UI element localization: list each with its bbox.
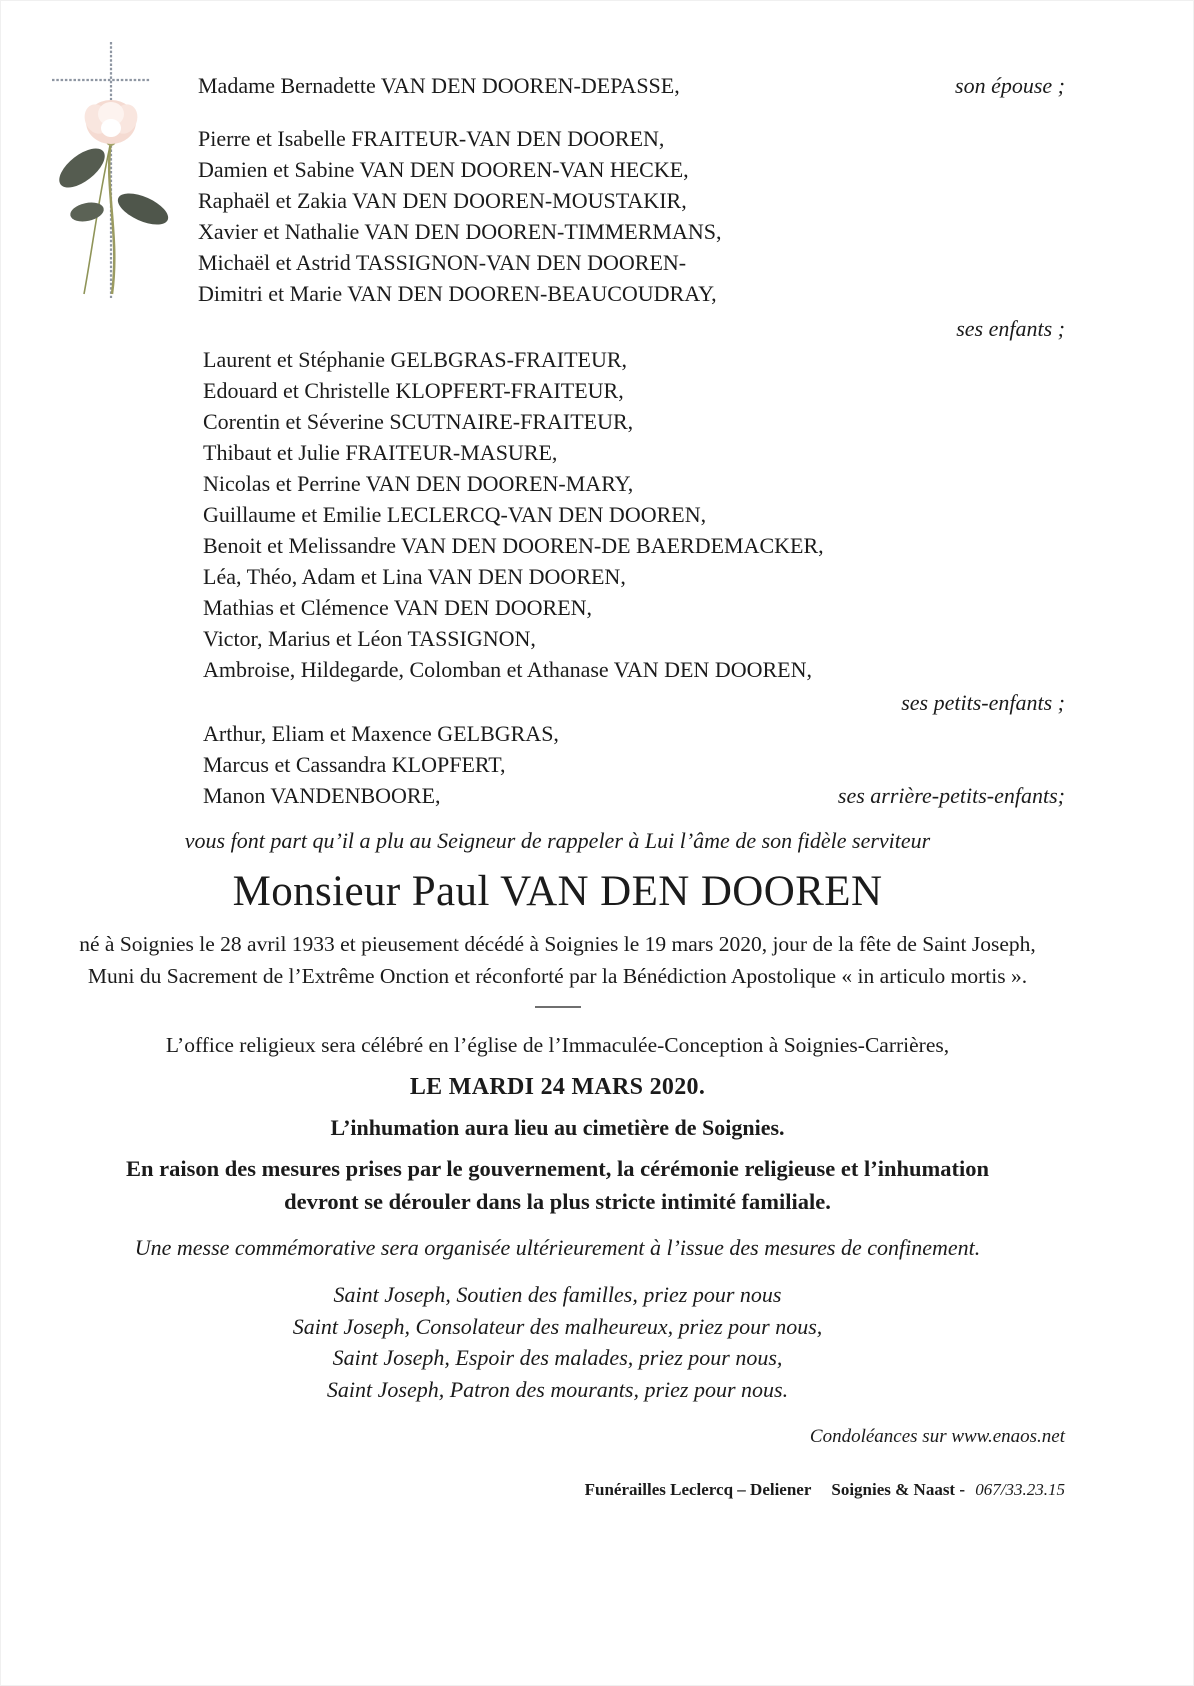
covid-restrictions-line: En raison des mesures prises par le gouvernement, la cérémonie religieuse et l’inhumation — [125, 1156, 990, 1181]
great-grandchild-line: Marcus et Cassandra KLOPFERT, — [203, 752, 506, 777]
life-dates-line: Muni du Sacrement de l’Extrême Onction et réconforté par la Bénédiction Apostolique « in articulo mortis ». — [87, 964, 1028, 988]
grandchildren-relation-label: ses petits-enfants ; — [901, 690, 1065, 715]
child-line: Damien et Sabine VAN DEN DOOREN-VAN HECKE, — [198, 157, 689, 182]
great-grandchildren-list — [203, 718, 1065, 780]
covid-restrictions-line: devront se dérouler dans la plus stricte intimité familiale. — [284, 1189, 831, 1214]
grandchild-line: Guillaume et Emilie LECLERCQ-VAN DEN DOOREN, — [203, 502, 707, 527]
life-dates-line: né à Soignies le 28 avril 1933 et pieusement décédé à Soignies le 19 mars 2020, jour de la fête de Saint Joseph, — [79, 932, 1036, 956]
grandchild-line: Benoit et Melissandre VAN DEN DOOREN-DE BAERDEMACKER, — [203, 533, 824, 558]
grandchildren-list — [203, 344, 1065, 685]
great-grandchildren-relation-label: ses arrière-petits-enfants; — [837, 783, 1065, 808]
prayer-line: Saint Joseph, Soutien des familles, priez pour nous — [333, 1282, 782, 1307]
condolences-note: Condoléances sur www.enaos.net — [809, 1426, 1065, 1447]
grandchild-line: Thibaut et Julie FRAITEUR-MASURE, — [203, 440, 558, 465]
burial-line: L’inhumation aura lieu au cimetière de Soignies. — [330, 1115, 785, 1140]
document-body — [50, 0, 1065, 1505]
grandchild-line: Victor, Marius et Léon TASSIGNON, — [203, 626, 536, 651]
great-grandchild-line: Manon VANDENBOORE, — [203, 783, 441, 808]
prayers-block — [50, 1279, 1065, 1405]
grandchild-line: Corentin et Séverine SCUTNAIRE-FRAITEUR, — [203, 409, 634, 434]
separator-rule — [535, 1006, 581, 1008]
spouse-relation-label: son épouse ; — [955, 73, 1065, 98]
child-line: Michaël et Astrid TASSIGNON-VAN DEN DOOREN- — [198, 250, 687, 275]
grandchild-line: Nicolas et Perrine VAN DEN DOOREN-MARY, — [203, 471, 634, 496]
grandchild-line: Edouard et Christelle KLOPFERT-FRAITEUR, — [203, 378, 624, 403]
funeral-home-phone: 067/33.23.15 — [975, 1480, 1065, 1499]
prayer-line: Saint Joseph, Consolateur des malheureux, priez pour nous, — [292, 1313, 823, 1339]
office-line: L’office religieux sera célébré en l’église de l’Immaculée-Conception à Soignies-Carrières, — [165, 1033, 950, 1057]
funeral-home-credit — [50, 1475, 1065, 1505]
grandchild-line: Laurent et Stéphanie GELBGRAS-FRAITEUR, — [203, 347, 628, 372]
deceased-name-title: Monsieur Paul VAN DEN DOOREN — [232, 868, 883, 915]
announcement-intro: vous font part qu’il a plu au Seigneur de rappeler à Lui l’âme de son fidèle serviteur — [184, 828, 931, 853]
prayer-line: Saint Joseph, Patron des mourants, priez pour nous. — [326, 1376, 789, 1402]
funeral-home-location: Soignies & Naast - — [831, 1480, 966, 1499]
funeral-home-name: Funérailles Leclercq – Deliener — [584, 1480, 812, 1499]
memorial-mass-line: Une messe commémorative sera organisée ultérieurement à l’issue des mesures de confinement. — [134, 1235, 981, 1260]
life-dates-block — [50, 928, 1065, 992]
funeral-date-line: LE MARDI 24 MARS 2020. — [409, 1074, 706, 1100]
child-line: Pierre et Isabelle FRAITEUR-VAN DEN DOOREN, — [198, 126, 665, 151]
child-line: Raphaël et Zakia VAN DEN DOOREN-MOUSTAKIR, — [198, 188, 687, 213]
children-list — [198, 123, 1065, 309]
spouse-line: Madame Bernadette VAN DEN DOOREN-DEPASSE, — [198, 73, 680, 98]
child-line: Dimitri et Marie VAN DEN DOOREN-BEAUCOUDRAY, — [198, 281, 717, 306]
spouse-row — [50, 70, 1065, 101]
covid-restrictions-block — [50, 1152, 1065, 1218]
prayer-line: Saint Joseph, Espoir des malades, priez pour nous, — [332, 1345, 783, 1370]
children-relation-label: ses enfants ; — [956, 316, 1065, 341]
great-grandchild-line: Arthur, Eliam et Maxence GELBGRAS, — [203, 721, 559, 746]
great-grandchildren-last-row — [50, 780, 1065, 811]
child-line: Xavier et Nathalie VAN DEN DOOREN-TIMMERMANS, — [198, 219, 722, 244]
grandchild-line: Mathias et Clémence VAN DEN DOOREN, — [203, 595, 593, 620]
grandchild-line: Ambroise, Hildegarde, Colomban et Athanase VAN DEN DOOREN, — [203, 657, 812, 682]
grandchild-line: Léa, Théo, Adam et Lina VAN DEN DOOREN, — [203, 564, 626, 589]
